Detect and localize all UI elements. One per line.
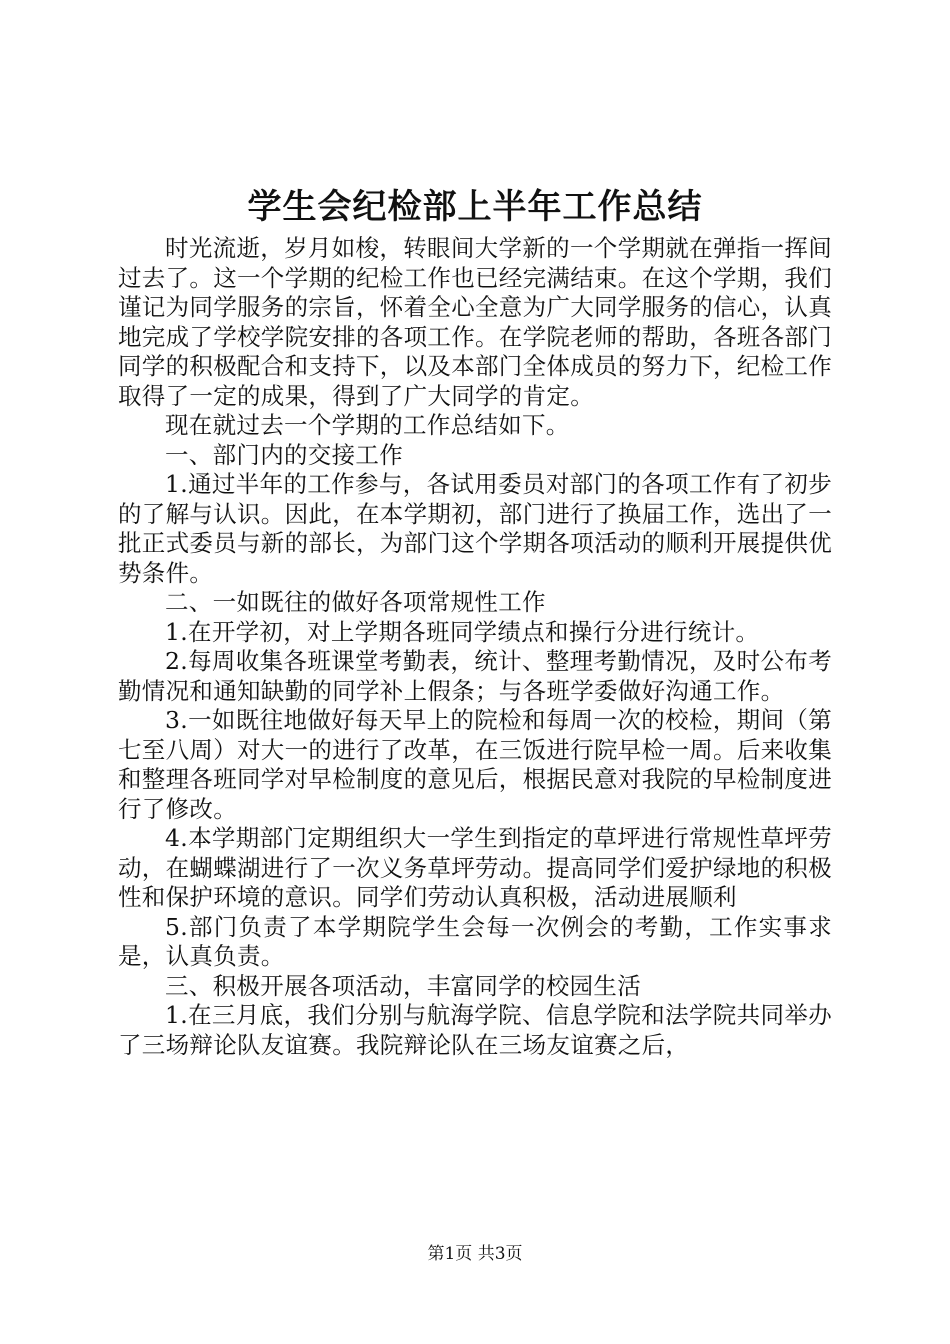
paragraph-item: 5.部门负责了本学期院学生会每一次例会的考勤，工作实事求是，认真负责。 [118, 912, 832, 970]
paragraph-item: 1.在开学初，对上学期各班同学绩点和操行分进行统计。 [165, 617, 760, 646]
document-body [118, 234, 832, 1060]
paragraph-item: 1.在三月底，我们分别与航海学院、信息学院和法学院共同举办了三场辩论队友谊赛。我院辩论队在三场友谊赛之后， [118, 1001, 832, 1059]
paragraph-item: 4.本学期部门定期组织大一学生到指定的草坪进行常规性草坪劳动，在蝴蝶湖进行了一次义务草坪劳动。提高同学们爱护绿地的积极性和保护环境的意识。同学们劳动认真积极，活动进展顺利 [118, 824, 832, 911]
paragraph-item: 1.通过半年的工作参与，各试用委员对部门的各项工作有了初步的了解与认识。因此，在本学期初，部门进行了换届工作，选出了一批正式委员与新的部长，为部门这个学期各项活动的顺利开展提供优势条件。 [118, 470, 832, 587]
section-heading-1: 一、部门内的交接工作 [165, 440, 403, 469]
section-heading-3: 三、积极开展各项活动，丰富同学的校园生活 [165, 971, 641, 1000]
paragraph-item: 3.一如既往地做好每天早上的院检和每周一次的校检，期间（第七至八周）对大一的进行了改革，在三饭进行院早检一周。后来收集和整理各班同学对早检制度的意见后，根据民意对我院的早检制度进行了修改。 [118, 706, 832, 823]
paragraph-summary-lead: 现在就过去一个学期的工作总结如下。 [165, 411, 570, 439]
page-footer: 第1页 共3页 [427, 1244, 523, 1264]
document-title: 学生会纪检部上半年工作总结 [247, 187, 703, 227]
section-heading-2: 二、一如既往的做好各项常规性工作 [165, 588, 546, 616]
paragraph-item: 2.每周收集各班课堂考勤表，统计、整理考勤情况，及时公布考勤情况和通知缺勤的同学补上假条；与各班学委做好沟通工作。 [118, 647, 832, 705]
paragraph-intro: 时光流逝，岁月如梭，转眼间大学新的一个学期就在弹指一挥间过去了。这一个学期的纪检工作也已经完满结束。在这个学期，我们谨记为同学服务的宗旨，怀着全心全意为广大同学服务的信心，认真地完成了学校学院安排的各项工作。在学院老师的帮助，各班各部门同学的积极配合和支持下，以及本部门全体成员的努力下，纪检工作取得了一定的成果，得到了广大同学的肯定。 [118, 234, 832, 410]
